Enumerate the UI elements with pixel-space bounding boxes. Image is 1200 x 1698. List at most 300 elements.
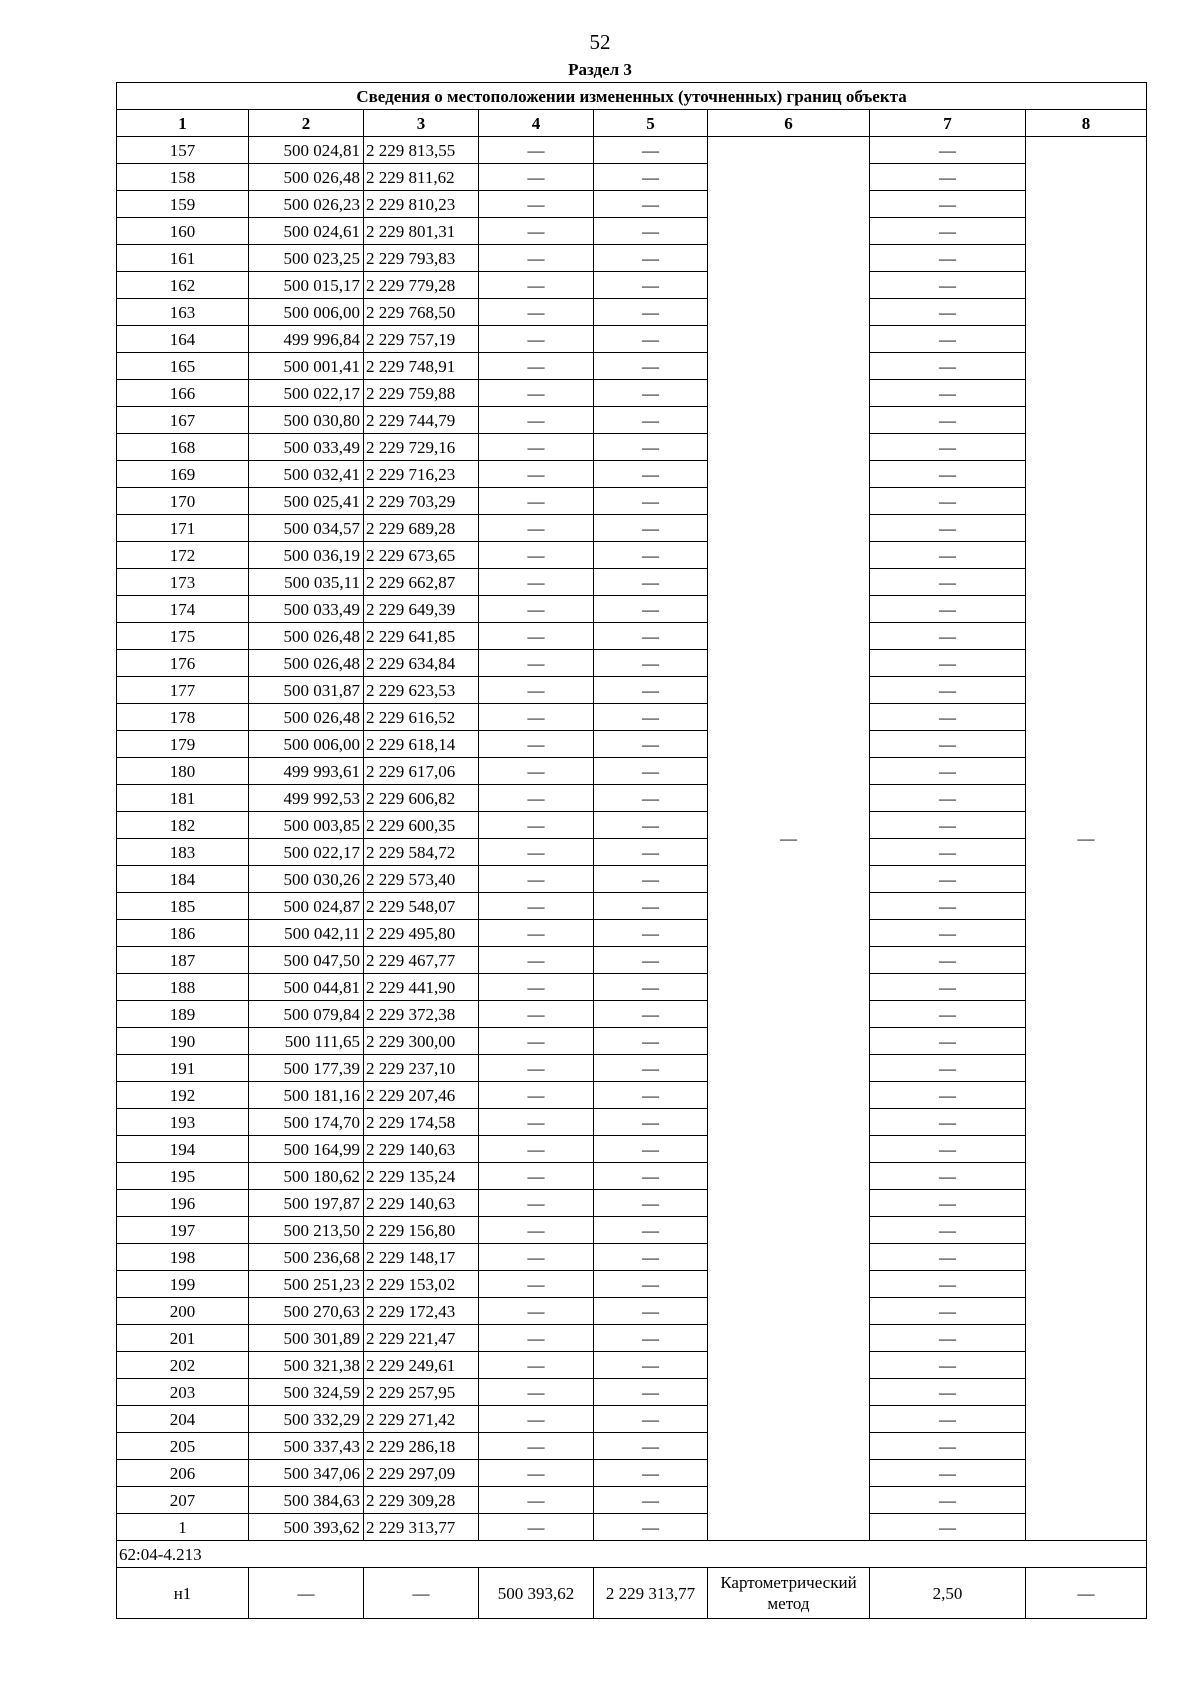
table-row: [117, 434, 1147, 461]
col5-dash: —: [594, 353, 708, 380]
coord-y: 2 229 584,72: [364, 839, 479, 866]
coord-y: 2 229 135,24: [364, 1163, 479, 1190]
col5-dash: —: [594, 1298, 708, 1325]
col7-dash: —: [870, 650, 1026, 677]
col7-dash: —: [870, 1298, 1026, 1325]
point-number: 199: [117, 1271, 249, 1298]
col4-dash: —: [479, 1379, 594, 1406]
table-row: [117, 1055, 1147, 1082]
coord-y: 2 229 793,83: [364, 245, 479, 272]
coord-x: 500 033,49: [249, 434, 364, 461]
coordinates-body: [117, 137, 1147, 1541]
coord-y: 2 229 257,95: [364, 1379, 479, 1406]
coord-x: 500 030,80: [249, 407, 364, 434]
coord-x: 500 213,50: [249, 1217, 364, 1244]
point-number: 176: [117, 650, 249, 677]
col5-dash: —: [594, 974, 708, 1001]
table-row: [117, 758, 1147, 785]
point-number: 167: [117, 407, 249, 434]
col4-dash: —: [479, 623, 594, 650]
coord-y: 2 229 148,17: [364, 1244, 479, 1271]
point-number: 207: [117, 1487, 249, 1514]
col4-dash: —: [479, 164, 594, 191]
table-row: [117, 164, 1147, 191]
coord-x: 500 006,00: [249, 299, 364, 326]
col5-dash: —: [594, 1352, 708, 1379]
coord-x: 500 111,65: [249, 1028, 364, 1055]
col7-dash: —: [870, 1082, 1026, 1109]
point-number: 166: [117, 380, 249, 407]
point-number: 189: [117, 1001, 249, 1028]
col4-dash: —: [479, 326, 594, 353]
col4-dash: —: [479, 1190, 594, 1217]
point-number: 177: [117, 677, 249, 704]
col7-dash: —: [870, 623, 1026, 650]
coord-x: 500 324,59: [249, 1379, 364, 1406]
final-point-row: [117, 1568, 1147, 1619]
coord-x: 500 006,00: [249, 731, 364, 758]
col5-dash: —: [594, 218, 708, 245]
table-row: [117, 326, 1147, 353]
col7-dash: —: [870, 1109, 1026, 1136]
table-row: [117, 596, 1147, 623]
col7-dash: —: [870, 812, 1026, 839]
col5-dash: —: [594, 866, 708, 893]
col4-dash: —: [479, 191, 594, 218]
coord-y: 2 229 618,14: [364, 731, 479, 758]
coord-y: 2 229 810,23: [364, 191, 479, 218]
col5-dash: —: [594, 245, 708, 272]
col5-dash: —: [594, 623, 708, 650]
col5-dash: —: [594, 758, 708, 785]
coord-y: 2 229 649,39: [364, 596, 479, 623]
col4-dash: —: [479, 758, 594, 785]
col5-dash: —: [594, 785, 708, 812]
col5-dash: —: [594, 515, 708, 542]
col7-dash: —: [870, 1514, 1026, 1541]
table-row: [117, 299, 1147, 326]
column-header: 6: [708, 110, 870, 137]
coord-x: 500 177,39: [249, 1055, 364, 1082]
col5-dash: —: [594, 137, 708, 164]
col7-dash: —: [870, 380, 1026, 407]
coord-y: 2 229 297,09: [364, 1460, 479, 1487]
point-number: 202: [117, 1352, 249, 1379]
col5-dash: —: [594, 1055, 708, 1082]
col7-dash: —: [870, 1217, 1026, 1244]
col7-dash: —: [870, 758, 1026, 785]
table-row: [117, 1028, 1147, 1055]
col5-dash: —: [594, 1001, 708, 1028]
coord-x: 500 164,99: [249, 1136, 364, 1163]
col5-dash: —: [594, 731, 708, 758]
coord-y: 2 229 703,29: [364, 488, 479, 515]
coord-x: 500 026,48: [249, 704, 364, 731]
coord-x: 500 321,38: [249, 1352, 364, 1379]
coord-y: 2 229 757,19: [364, 326, 479, 353]
point-number: 182: [117, 812, 249, 839]
col4-dash: —: [479, 947, 594, 974]
col5-dash: —: [594, 893, 708, 920]
coord-x: 500 044,81: [249, 974, 364, 1001]
table-title: Сведения о местоположении измененных (уточненных) границ объекта: [117, 83, 1147, 110]
col5-dash: —: [594, 1244, 708, 1271]
point-number: 171: [117, 515, 249, 542]
point-number: 190: [117, 1028, 249, 1055]
col5-dash: —: [594, 812, 708, 839]
coord-y: 2 229 271,42: [364, 1406, 479, 1433]
col6-dash: —: [708, 137, 870, 1541]
col4-dash: —: [479, 1433, 594, 1460]
col7-dash: —: [870, 866, 1026, 893]
point-number: 188: [117, 974, 249, 1001]
column-header: 3: [364, 110, 479, 137]
table-row: [117, 1487, 1147, 1514]
point-number: 206: [117, 1460, 249, 1487]
final-col4: 500 393,62: [479, 1568, 594, 1619]
coord-y: 2 229 759,88: [364, 380, 479, 407]
col5-dash: —: [594, 569, 708, 596]
col5-dash: —: [594, 1379, 708, 1406]
coord-y: 2 229 768,50: [364, 299, 479, 326]
column-header: 7: [870, 110, 1026, 137]
col5-dash: —: [594, 1028, 708, 1055]
table-row: [117, 1082, 1147, 1109]
col7-dash: —: [870, 947, 1026, 974]
final-col8: —: [1026, 1568, 1147, 1619]
col7-dash: —: [870, 461, 1026, 488]
col4-dash: —: [479, 569, 594, 596]
col4-dash: —: [479, 893, 594, 920]
col5-dash: —: [594, 1406, 708, 1433]
col7-dash: —: [870, 218, 1026, 245]
point-number: 174: [117, 596, 249, 623]
coord-y: 2 229 801,31: [364, 218, 479, 245]
final-point-id: н1: [117, 1568, 249, 1619]
coord-y: 2 229 748,91: [364, 353, 479, 380]
table-row: [117, 542, 1147, 569]
point-number: 203: [117, 1379, 249, 1406]
coord-y: 2 229 300,00: [364, 1028, 479, 1055]
table-row: [117, 650, 1147, 677]
coord-y: 2 229 616,52: [364, 704, 479, 731]
col7-dash: —: [870, 1190, 1026, 1217]
coord-y: 2 229 673,65: [364, 542, 479, 569]
col7-dash: —: [870, 1271, 1026, 1298]
col5-dash: —: [594, 272, 708, 299]
final-col5: 2 229 313,77: [594, 1568, 708, 1619]
point-number: 165: [117, 353, 249, 380]
column-header-row: [117, 110, 1147, 137]
col7-dash: —: [870, 1136, 1026, 1163]
point-number: 180: [117, 758, 249, 785]
coord-y: 2 229 153,02: [364, 1271, 479, 1298]
col4-dash: —: [479, 974, 594, 1001]
point-number: 162: [117, 272, 249, 299]
col4-dash: —: [479, 272, 594, 299]
col7-dash: —: [870, 1352, 1026, 1379]
coord-x: 500 042,11: [249, 920, 364, 947]
col4-dash: —: [479, 1460, 594, 1487]
column-header: 8: [1026, 110, 1147, 137]
coord-x: 500 197,87: [249, 1190, 364, 1217]
table-title-row: [117, 83, 1147, 110]
col7-dash: —: [870, 272, 1026, 299]
table-row: [117, 353, 1147, 380]
point-number: 197: [117, 1217, 249, 1244]
col5-dash: —: [594, 542, 708, 569]
coord-x: 499 996,84: [249, 326, 364, 353]
col4-dash: —: [479, 1001, 594, 1028]
coord-x: 499 993,61: [249, 758, 364, 785]
coord-y: 2 229 729,16: [364, 434, 479, 461]
col4-dash: —: [479, 731, 594, 758]
col4-dash: —: [479, 1487, 594, 1514]
coord-y: 2 229 441,90: [364, 974, 479, 1001]
point-number: 195: [117, 1163, 249, 1190]
col7-dash: —: [870, 515, 1026, 542]
col7-dash: —: [870, 1325, 1026, 1352]
point-number: 191: [117, 1055, 249, 1082]
col5-dash: —: [594, 434, 708, 461]
coord-x: 500 236,68: [249, 1244, 364, 1271]
coord-x: 499 992,53: [249, 785, 364, 812]
col4-dash: —: [479, 920, 594, 947]
point-number: 173: [117, 569, 249, 596]
point-number: 170: [117, 488, 249, 515]
coord-x: 500 384,63: [249, 1487, 364, 1514]
point-number: 184: [117, 866, 249, 893]
col4-dash: —: [479, 596, 594, 623]
col7-dash: —: [870, 1244, 1026, 1271]
col4-dash: —: [479, 245, 594, 272]
coord-x: 500 332,29: [249, 1406, 364, 1433]
col5-dash: —: [594, 1460, 708, 1487]
table-row: [117, 974, 1147, 1001]
point-number: 193: [117, 1109, 249, 1136]
col5-dash: —: [594, 650, 708, 677]
col4-dash: —: [479, 488, 594, 515]
coord-x: 500 174,70: [249, 1109, 364, 1136]
point-number: 168: [117, 434, 249, 461]
coord-y: 2 229 286,18: [364, 1433, 479, 1460]
coord-x: 500 026,23: [249, 191, 364, 218]
col7-dash: —: [870, 245, 1026, 272]
col7-dash: —: [870, 569, 1026, 596]
point-number: 163: [117, 299, 249, 326]
coord-x: 500 024,81: [249, 137, 364, 164]
coord-y: 2 229 207,46: [364, 1082, 479, 1109]
point-number: 172: [117, 542, 249, 569]
col4-dash: —: [479, 839, 594, 866]
coord-x: 500 015,17: [249, 272, 364, 299]
coord-x: 500 026,48: [249, 650, 364, 677]
table-row: [117, 1190, 1147, 1217]
column-header: 5: [594, 110, 708, 137]
table-row: [117, 920, 1147, 947]
table-row: [117, 1406, 1147, 1433]
coord-x: 500 001,41: [249, 353, 364, 380]
col4-dash: —: [479, 650, 594, 677]
col4-dash: —: [479, 434, 594, 461]
coord-y: 2 229 689,28: [364, 515, 479, 542]
coord-y: 2 229 140,63: [364, 1190, 479, 1217]
col4-dash: —: [479, 515, 594, 542]
col7-dash: —: [870, 164, 1026, 191]
table-row: [117, 785, 1147, 812]
point-number: 169: [117, 461, 249, 488]
coord-x: 500 034,57: [249, 515, 364, 542]
table-row: [117, 866, 1147, 893]
col7-dash: —: [870, 704, 1026, 731]
col5-dash: —: [594, 488, 708, 515]
table-row: [117, 488, 1147, 515]
col5-dash: —: [594, 1082, 708, 1109]
col4-dash: —: [479, 812, 594, 839]
coord-x: 500 003,85: [249, 812, 364, 839]
coord-y: 2 229 172,43: [364, 1298, 479, 1325]
col7-dash: —: [870, 299, 1026, 326]
col5-dash: —: [594, 191, 708, 218]
cadastral-section: [117, 1541, 1147, 1619]
col4-dash: —: [479, 1352, 594, 1379]
point-number: 201: [117, 1325, 249, 1352]
column-header: 1: [117, 110, 249, 137]
table-row: [117, 1163, 1147, 1190]
col4-dash: —: [479, 1163, 594, 1190]
col5-dash: —: [594, 1217, 708, 1244]
col5-dash: —: [594, 1271, 708, 1298]
coord-y: 2 229 548,07: [364, 893, 479, 920]
col5-dash: —: [594, 380, 708, 407]
coord-x: 500 301,89: [249, 1325, 364, 1352]
col4-dash: —: [479, 353, 594, 380]
col4-dash: —: [479, 461, 594, 488]
col7-dash: —: [870, 1433, 1026, 1460]
col7-dash: —: [870, 407, 1026, 434]
point-number: 192: [117, 1082, 249, 1109]
point-number: 187: [117, 947, 249, 974]
table-row: [117, 191, 1147, 218]
table-row: [117, 731, 1147, 758]
col5-dash: —: [594, 677, 708, 704]
coord-y: 2 229 600,35: [364, 812, 479, 839]
point-number: 183: [117, 839, 249, 866]
col5-dash: —: [594, 164, 708, 191]
col4-dash: —: [479, 1082, 594, 1109]
point-number: 186: [117, 920, 249, 947]
coord-x: 500 270,63: [249, 1298, 364, 1325]
coord-x: 500 024,61: [249, 218, 364, 245]
point-number: 178: [117, 704, 249, 731]
coord-y: 2 229 779,28: [364, 272, 479, 299]
col4-dash: —: [479, 1271, 594, 1298]
col4-dash: —: [479, 299, 594, 326]
final-accuracy: 2,50: [870, 1568, 1026, 1619]
table-row: [117, 1460, 1147, 1487]
coord-y: 2 229 221,47: [364, 1325, 479, 1352]
coord-y: 2 229 249,61: [364, 1352, 479, 1379]
col5-dash: —: [594, 704, 708, 731]
coord-y: 2 229 156,80: [364, 1217, 479, 1244]
col5-dash: —: [594, 1433, 708, 1460]
col7-dash: —: [870, 1055, 1026, 1082]
table-row: [117, 1298, 1147, 1325]
coord-y: 2 229 313,77: [364, 1514, 479, 1541]
col7-dash: —: [870, 326, 1026, 353]
col4-dash: —: [479, 137, 594, 164]
col7-dash: —: [870, 1487, 1026, 1514]
col7-dash: —: [870, 1379, 1026, 1406]
point-number: 164: [117, 326, 249, 353]
coord-x: 500 026,48: [249, 623, 364, 650]
table-row: [117, 677, 1147, 704]
col7-dash: —: [870, 731, 1026, 758]
col5-dash: —: [594, 920, 708, 947]
point-number: 194: [117, 1136, 249, 1163]
col7-dash: —: [870, 1163, 1026, 1190]
coord-x: 500 180,62: [249, 1163, 364, 1190]
table-row: [117, 1271, 1147, 1298]
coord-x: 500 026,48: [249, 164, 364, 191]
coord-y: 2 229 811,62: [364, 164, 479, 191]
table-row: [117, 1244, 1147, 1271]
col7-dash: —: [870, 677, 1026, 704]
col7-dash: —: [870, 596, 1026, 623]
coord-x: 500 024,87: [249, 893, 364, 920]
table-row: [117, 137, 1147, 164]
table-row: [117, 1001, 1147, 1028]
point-number: 1: [117, 1514, 249, 1541]
coord-x: 500 022,17: [249, 380, 364, 407]
point-number: 198: [117, 1244, 249, 1271]
table-row: [117, 461, 1147, 488]
coord-y: 2 229 641,85: [364, 623, 479, 650]
col7-dash: —: [870, 137, 1026, 164]
col4-dash: —: [479, 1136, 594, 1163]
table-row: [117, 839, 1147, 866]
col7-dash: —: [870, 920, 1026, 947]
final-col2: —: [249, 1568, 364, 1619]
table-row: [117, 1109, 1147, 1136]
col5-dash: —: [594, 1190, 708, 1217]
col4-dash: —: [479, 218, 594, 245]
coord-y: 2 229 495,80: [364, 920, 479, 947]
coord-y: 2 229 174,58: [364, 1109, 479, 1136]
col8-dash: —: [1026, 137, 1147, 1541]
coord-x: 500 033,49: [249, 596, 364, 623]
point-number: 161: [117, 245, 249, 272]
col5-dash: —: [594, 947, 708, 974]
table-row: [117, 272, 1147, 299]
coord-y: 2 229 813,55: [364, 137, 479, 164]
coord-x: 500 023,25: [249, 245, 364, 272]
column-header: 2: [249, 110, 364, 137]
table-row: [117, 569, 1147, 596]
table-row: [117, 1325, 1147, 1352]
point-number: 185: [117, 893, 249, 920]
table-row: [117, 947, 1147, 974]
table-row: [117, 704, 1147, 731]
col7-dash: —: [870, 542, 1026, 569]
col4-dash: —: [479, 677, 594, 704]
col4-dash: —: [479, 1028, 594, 1055]
col5-dash: —: [594, 1325, 708, 1352]
coord-y: 2 229 744,79: [364, 407, 479, 434]
col7-dash: —: [870, 1028, 1026, 1055]
coord-y: 2 229 634,84: [364, 650, 479, 677]
section-label: Раздел 3: [568, 60, 632, 79]
